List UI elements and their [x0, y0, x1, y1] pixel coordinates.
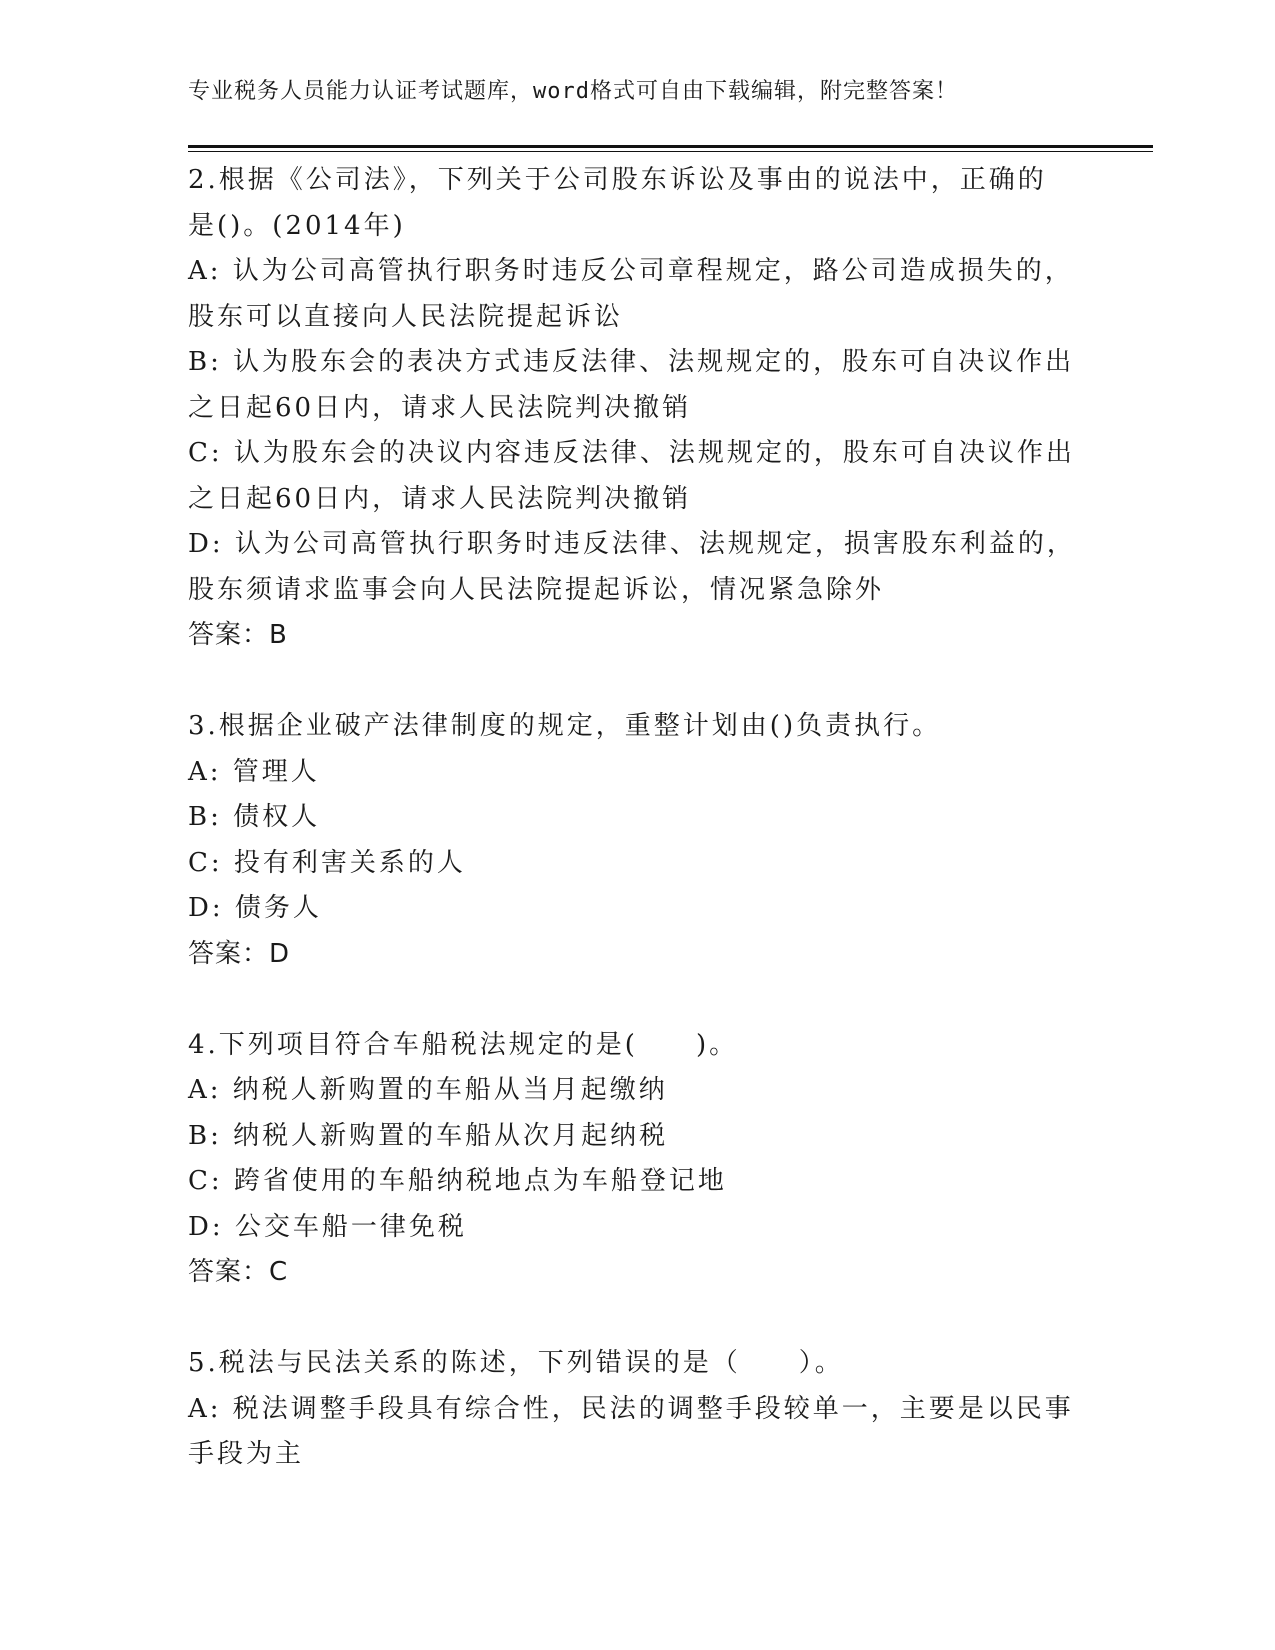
- header-rule-thin: [188, 151, 1153, 152]
- question-stem: 4.下列项目符合车船税法规定的是( )。: [188, 1029, 739, 1060]
- option-c-cont: 之日起60日内，请求人民法院判决撤销: [188, 483, 692, 514]
- question-stem: 3.根据企业破产法律制度的规定，重整计划由()负责执行。: [188, 711, 942, 741]
- option-b-cont: 之日起60日内，请求人民法院判决撤销: [188, 392, 692, 423]
- option-c: C: 跨省使用的车船纳税地点为车船登记地: [188, 1166, 727, 1196]
- option-a: A: 税法调整手段具有综合性，民法的调整手段较单一，主要是以民事: [188, 1393, 1074, 1424]
- answer: 答案：D: [188, 938, 291, 969]
- option-a: A: 管理人: [188, 756, 320, 787]
- question-stem: 5.税法与民法关系的陈述，下列错误的是（ ）。: [188, 1348, 844, 1378]
- option-d: D: 认为公司高管执行职务时违反法律、法规规定，损害股东利益的，: [188, 529, 1076, 559]
- option-c: C: 认为股东会的决议内容违反法律、法规规定的，股东可自决议作出: [188, 438, 1075, 468]
- option-b: B: 认为股东会的表决方式违反法律、法规规定的，股东可自决议作出: [188, 347, 1075, 377]
- option-b: B: 债权人: [188, 802, 321, 832]
- option-a-cont: 手段为主: [188, 1439, 305, 1469]
- question-5: [188, 1341, 1088, 1478]
- question-stem: 2.根据《公司法》，下列关于公司股东诉讼及事由的说法中，正确的: [188, 165, 1047, 195]
- page-header: 专业税务人员能力认证考试题库，word格式可自由下载编辑，附完整答案！: [188, 79, 958, 104]
- option-b: B: 纳税人新购置的车船从次月起纳税: [188, 1120, 669, 1151]
- question-4: [188, 1023, 1088, 1296]
- question-2: [188, 158, 1088, 659]
- option-d: D: 债务人: [188, 893, 322, 923]
- question-list: [188, 158, 1088, 1478]
- question-3: [188, 704, 1088, 977]
- answer: 答案：B: [188, 620, 288, 650]
- option-a: A: 认为公司高管执行职务时违反公司章程规定，路公司造成损失的，: [188, 256, 1074, 286]
- answer: 答案：C: [188, 1257, 289, 1287]
- option-d-cont: 股东须请求监事会向人民法院提起诉讼，情况紧急除外: [188, 574, 885, 605]
- question-stem: 是()。(2014年): [188, 210, 406, 241]
- option-a-cont: 股东可以直接向人民法院提起诉讼: [188, 301, 624, 332]
- option-a: A: 纳税人新购置的车船从当月起缴纳: [188, 1075, 668, 1105]
- header-rule-thick: [188, 145, 1153, 148]
- option-c: C: 投有利害关系的人: [188, 847, 466, 878]
- option-d: D: 公交车船一律免税: [188, 1211, 467, 1242]
